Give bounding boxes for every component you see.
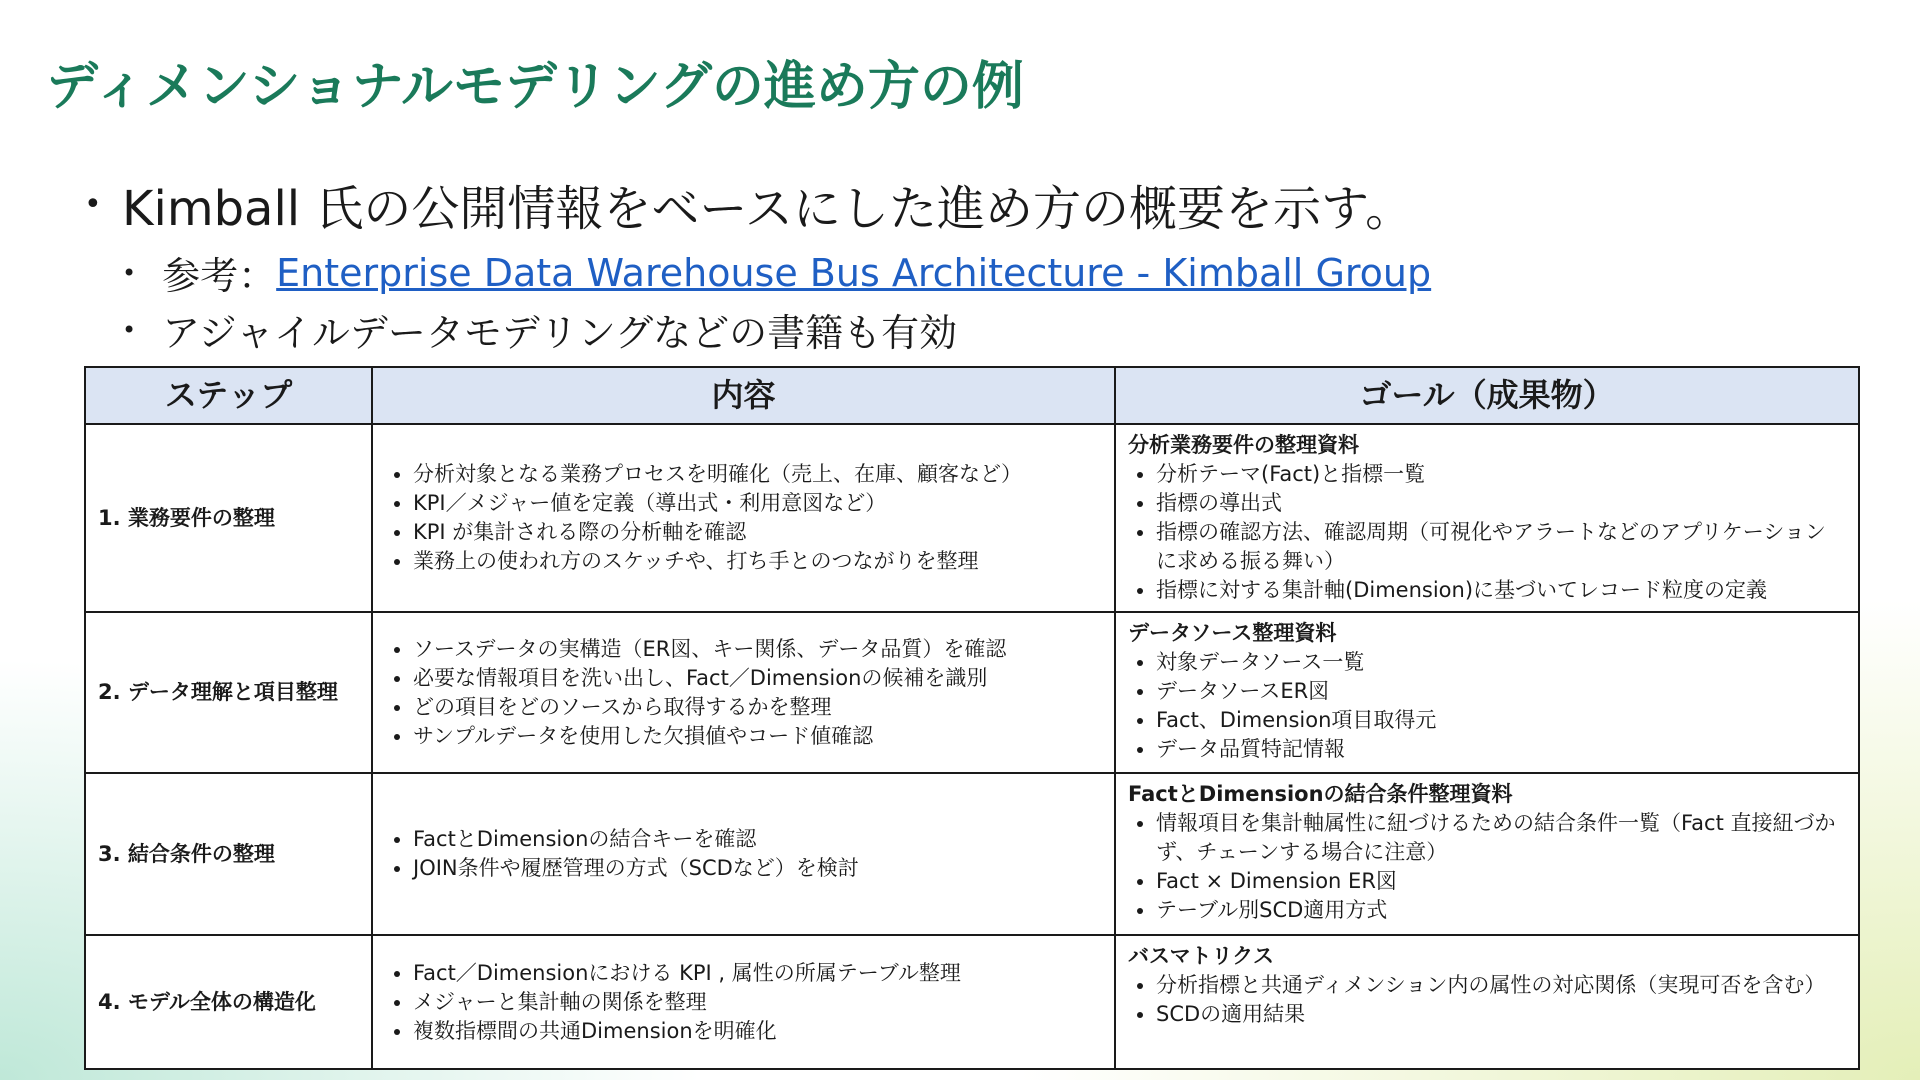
content-item: • メジャーと集計軸の関係を整理 [413, 988, 1102, 1017]
table-row [85, 424, 1859, 612]
goal-title: 分析業務要件の整理資料 [1128, 433, 1359, 457]
content-item: • 必要な情報項目を洗い出し、Fact／Dimensionの候補を識別 [413, 664, 1102, 693]
table-row [85, 935, 1859, 1069]
content-cell [372, 424, 1115, 612]
content-item: • ソースデータの実構造（ER図、キー関係、データ品質）を確認 [413, 635, 1102, 664]
table-header-row [85, 367, 1859, 424]
goal-item: • SCDの適用結果 [1156, 1000, 1846, 1029]
goal-item: • Fact、Dimension項目取得元 [1156, 706, 1846, 735]
goal-item: • テーブル別SCD適用方式 [1156, 896, 1846, 925]
content-cell [372, 773, 1115, 935]
goal-item: • 情報項目を集計軸属性に紐づけるための結合条件一覧（Fact 直接紐づかず、チェーンする場合に注意） [1156, 809, 1846, 867]
content-item: • KPI が集計される際の分析軸を確認 [413, 518, 1102, 547]
reference-prefix: 参考： [162, 254, 277, 298]
books-bullet [122, 302, 957, 357]
goal-cell [1115, 612, 1859, 773]
goal-title: バスマトリクス [1128, 944, 1274, 968]
table-row [85, 773, 1859, 935]
slide-title: ディメンショナルモデリングの進め方の例 [46, 57, 1024, 117]
goal-item: • 指標に対する集計軸(Dimension)に基づいてレコード粒度の定義 [1156, 576, 1846, 605]
content-item: • 業務上の使われ方のスケッチや、打ち手とのつながりを整理 [413, 547, 1102, 576]
goal-item: • 指標の確認方法、確認周期（可視化やアラートなどのアプリケーションに求める振る舞い） [1156, 518, 1846, 576]
content-item: • FactとDimensionの結合キーを確認 [413, 825, 1102, 854]
bullet-dot-icon: • [122, 315, 137, 344]
content-item: • 分析対象となる業務プロセスを明確化（売上、在庫、顧客など） [413, 460, 1102, 489]
bullet-dot-icon: • [122, 258, 137, 287]
header-content: 内容 [372, 367, 1115, 424]
content-item: • 複数指標間の共通Dimensionを明確化 [413, 1017, 1102, 1046]
goal-item: • Fact × Dimension ER図 [1156, 867, 1846, 896]
reference-bullet [122, 245, 1431, 300]
content-cell [372, 612, 1115, 773]
goal-cell [1115, 935, 1859, 1069]
goal-cell [1115, 773, 1859, 935]
bullet-dot-icon: • [84, 187, 102, 222]
header-goal: ゴール（成果物） [1115, 367, 1859, 424]
content-cell [372, 935, 1115, 1069]
content-item: • サンプルデータを使用した欠損値やコード値確認 [413, 722, 1102, 751]
step-cell: 3. 結合条件の整理 [85, 773, 372, 935]
content-item: • KPI／メジャー値を定義（導出式・利用意図など） [413, 489, 1102, 518]
goal-cell [1115, 424, 1859, 612]
step-cell: 1. 業務要件の整理 [85, 424, 372, 612]
step-cell: 2. データ理解と項目整理 [85, 612, 372, 773]
header-step: ステップ [85, 367, 372, 424]
steps-table [84, 366, 1860, 1070]
content-item: • JOIN条件や履歴管理の方式（SCDなど）を検討 [413, 854, 1102, 883]
goal-item: • 分析テーマ(Fact)と指標一覧 [1156, 460, 1846, 489]
intro-bullet [84, 170, 1413, 239]
goal-item: • データソースER図 [1156, 677, 1846, 706]
content-item: • どの項目をどのソースから取得するかを整理 [413, 693, 1102, 722]
goal-item: • 分析指標と共通ディメンション内の属性の対応関係（実現可否を含む） [1156, 971, 1846, 1000]
kimball-reference-link[interactable]: Enterprise Data Warehouse Bus Architecture - Kimball Group [276, 250, 1432, 295]
books-bullet-text: アジャイルデータモデリングなどの書籍も有効 [162, 311, 958, 355]
step-cell: 4. モデル全体の構造化 [85, 935, 372, 1069]
goal-item: • データ品質特記情報 [1156, 735, 1846, 764]
content-item: • Fact／Dimensionにおける KPI , 属性の所属テーブル整理 [413, 959, 1102, 988]
goal-item: • 指標の導出式 [1156, 489, 1846, 518]
intro-bullet-text: Kimball 氏の公開情報をベースにした進め方の概要を示す。 [122, 181, 1414, 237]
table-row [85, 612, 1859, 773]
goal-item: • 対象データソース一覧 [1156, 648, 1846, 677]
goal-title: FactとDimensionの結合条件整理資料 [1128, 782, 1513, 806]
goal-title: データソース整理資料 [1128, 621, 1337, 645]
